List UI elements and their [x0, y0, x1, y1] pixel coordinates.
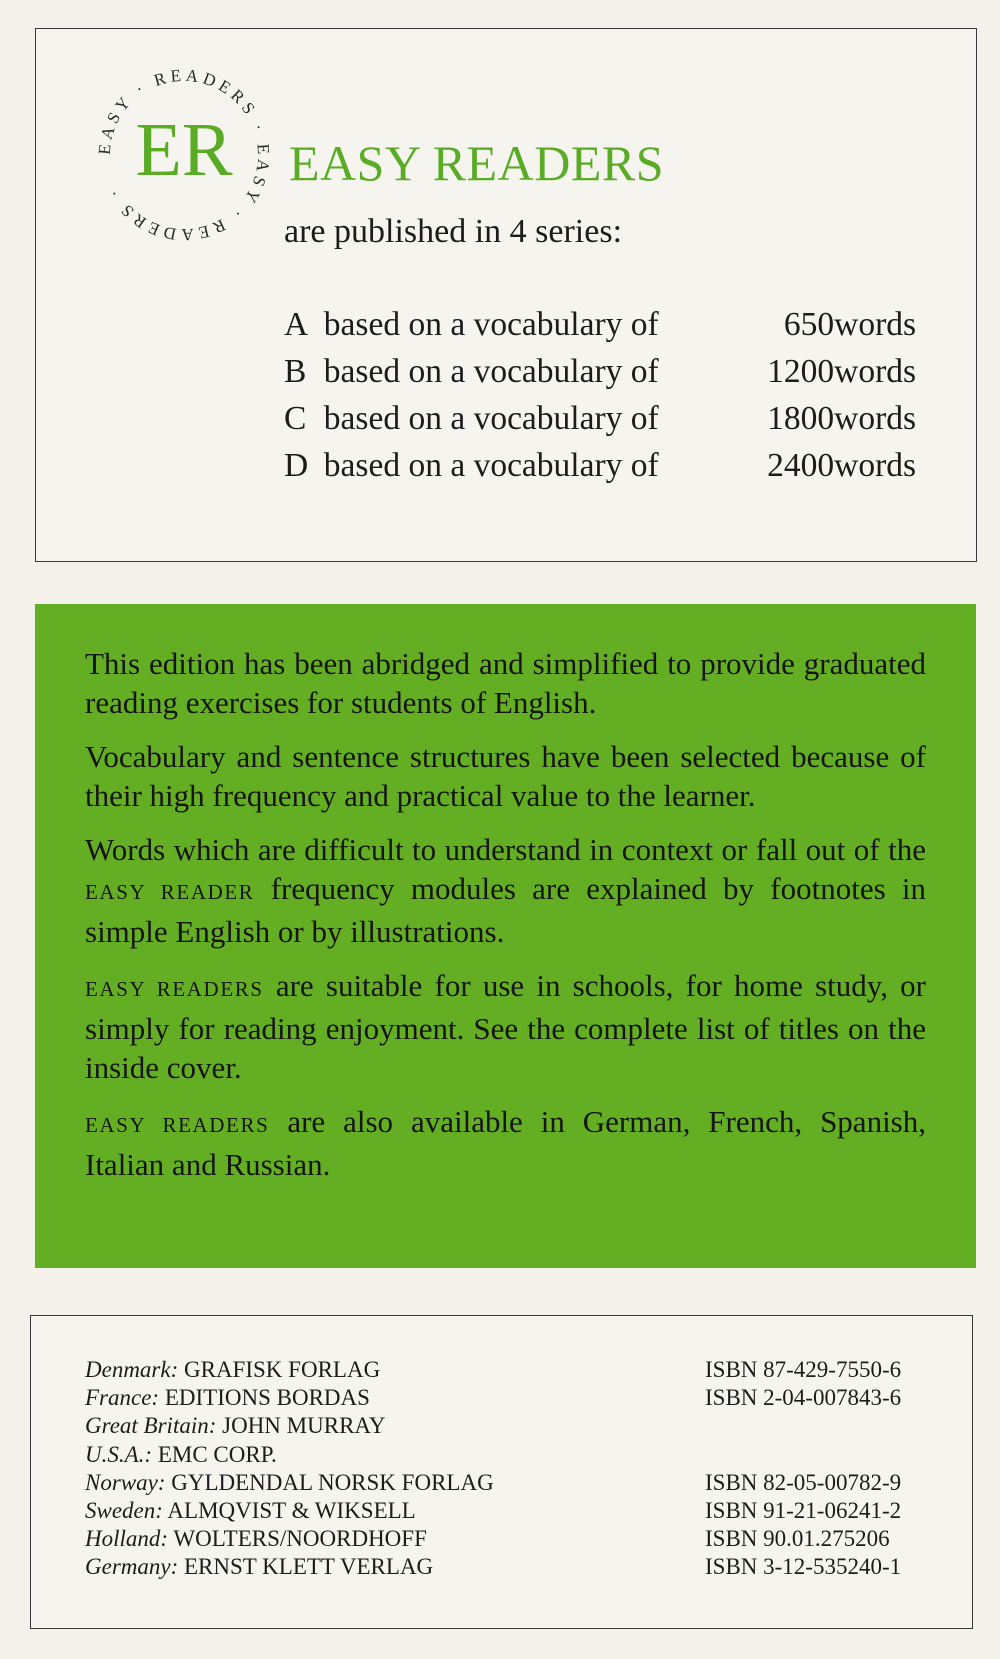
paragraph-text: Words which are difficult to understand in context or fall out of the [85, 832, 926, 867]
publisher-isbn: ISBN 90.01.275206 [705, 1526, 890, 1552]
description-paragraph: Vocabulary and sentence structures have been selected because of their high frequency and practical value to the learner. [85, 739, 926, 813]
series-row [284, 301, 916, 348]
publisher-country: Sweden: [85, 1497, 163, 1523]
publisher-isbn: ISBN 87-429-7550-6 [705, 1357, 902, 1382]
publisher-name: GRAFISK FORLAG [184, 1357, 381, 1382]
publisher-row [85, 1384, 925, 1412]
publisher-country: Denmark: [85, 1357, 179, 1382]
series-letter: A [284, 306, 309, 343]
publisher-row [85, 1525, 925, 1553]
publisher-row [85, 1469, 925, 1497]
publisher-name: ALMQVIST & WIKSELL [167, 1497, 416, 1523]
publisher-isbn: ISBN 2-04-007843-6 [705, 1385, 902, 1411]
series-unit: words [834, 306, 917, 343]
publisher-name: EDITIONS BORDAS [164, 1385, 370, 1411]
easy-readers-logo [84, 55, 284, 255]
publisher-country: Holland: [85, 1526, 169, 1552]
brand-smallcaps: EASY READER [85, 880, 255, 904]
publisher-country: U.S.A.: [85, 1441, 153, 1467]
series-info-box [35, 28, 977, 562]
description-paragraph [85, 1102, 926, 1184]
series-label: based on a vocabulary of [323, 447, 659, 484]
series-label: based on a vocabulary of [323, 306, 659, 343]
series-count: 650 [783, 306, 835, 343]
publisher-list [85, 1356, 925, 1582]
paragraph-text: frequency modules are explained by footnotes in simple English or by illustrations. [85, 871, 927, 949]
publisher-name: ERNST KLETT VERLAG [184, 1554, 434, 1580]
series-unit: words [834, 353, 917, 390]
logo-ring-text: EASY · READERS · EASY · READERS · [94, 65, 274, 245]
series-count: 1800 [767, 400, 835, 437]
series-row [284, 395, 916, 442]
publisher-isbn: ISBN 3-12-535240-1 [705, 1554, 902, 1580]
paragraph-text: are also available in German, French, Spanish, Italian and Russian. [85, 1104, 926, 1182]
publisher-country: Great Britain: [85, 1413, 217, 1439]
brand-smallcaps: EASY READERS [85, 1113, 270, 1137]
description-paragraph [85, 966, 926, 1087]
series-row [284, 348, 916, 395]
publisher-name: GYLDENDAL NORSK FORLAG [171, 1469, 494, 1495]
series-label: based on a vocabulary of [323, 400, 659, 437]
publisher-name: EMC CORP. [157, 1441, 277, 1467]
description-paragraph [85, 830, 926, 951]
description-panel [35, 604, 976, 1268]
publisher-isbn [705, 1412, 925, 1440]
series-count: 2400 [767, 447, 835, 484]
publisher-row [85, 1441, 925, 1469]
brand-smallcaps: EASY READERS [85, 977, 264, 1001]
publisher-country: Norway: [85, 1469, 166, 1495]
publisher-name: WOLTERS/NOORDHOFF [173, 1526, 427, 1552]
series-intro: are published in 4 series: [284, 213, 623, 250]
publisher-isbn: ISBN 91-21-06241-2 [705, 1497, 902, 1523]
publisher-country: France: [85, 1385, 160, 1411]
series-label: based on a vocabulary of [323, 353, 659, 390]
publisher-row [85, 1356, 925, 1384]
publisher-row [85, 1553, 925, 1581]
series-count: 1200 [767, 353, 835, 390]
publishers-box [30, 1315, 973, 1629]
paragraph-text: are suitable for use in schools, for home study, or simply for reading enjoyment. See the complete list of titles on the inside cover. [85, 968, 926, 1085]
publisher-country: Germany: [85, 1554, 179, 1580]
publisher-row [85, 1412, 925, 1440]
logo-monogram: ER [135, 108, 233, 192]
publisher-row [85, 1497, 925, 1525]
brand-title: EASY READERS [289, 135, 665, 191]
series-unit: words [834, 400, 917, 437]
publisher-isbn: ISBN 82-05-00782-9 [705, 1469, 902, 1495]
publisher-name: JOHN MURRAY [222, 1413, 386, 1439]
series-letter: C [284, 400, 307, 437]
series-unit: words [834, 447, 917, 484]
series-list [284, 301, 916, 489]
series-letter: D [284, 447, 309, 484]
description-paragraph: This edition has been abridged and simplified to provide graduated reading exercises for students of English. [85, 646, 926, 720]
series-row [284, 442, 916, 489]
series-letter: B [284, 353, 307, 390]
publisher-isbn [705, 1441, 925, 1469]
